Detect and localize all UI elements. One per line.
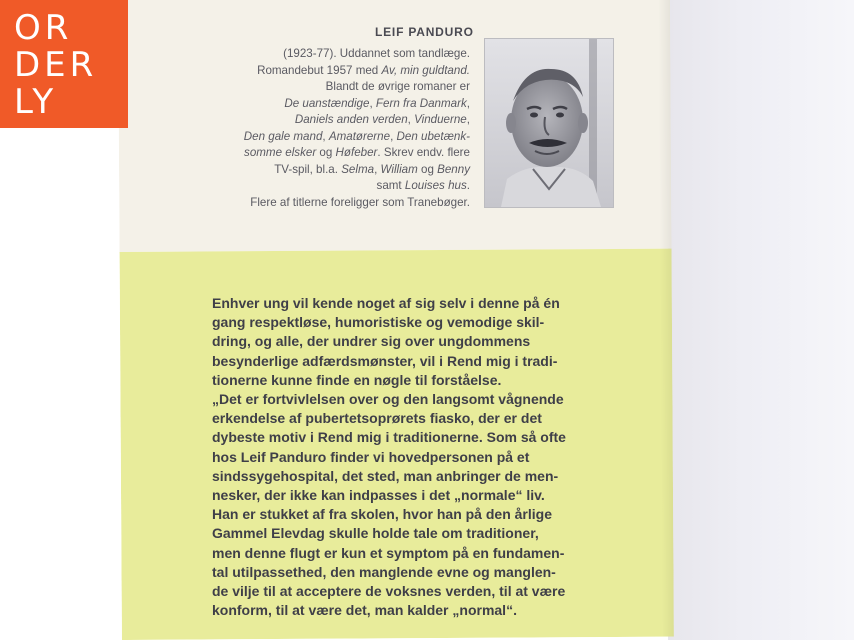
background-edge	[668, 0, 854, 640]
blurb-line: Han er stukket af fra skolen, hvor han på den årlige	[212, 506, 552, 523]
bio-line: (1923-77). Uddannet som tandlæge.	[283, 47, 470, 60]
blurb-line: tal utilpassethed, den manglende evne og manglen-	[212, 563, 556, 580]
blurb-line: gang respektløse, humoristiske og vemodige skil-	[212, 314, 545, 331]
blurb-line: „Det er fortvivlelsen over og den langsomt vågnende	[212, 391, 564, 408]
logo-line-2: DER	[14, 45, 98, 85]
logo-line-3: LY	[14, 82, 58, 122]
bio-line: somme elsker og Høfeber. Skrev endv. flere	[244, 146, 470, 159]
blurb-line: nesker, der ikke kan indpasses i det „normale“ liv.	[212, 487, 545, 504]
author-bio	[192, 46, 470, 211]
blurb-line: sindssygehospital, det sted, man anbringer de men-	[212, 467, 559, 484]
author-name: LEIF PANDURO	[375, 25, 474, 39]
blurb-line: besynderlige adfærdsmønster, vil i Rend mig i tradi-	[212, 352, 558, 369]
book-blurb	[212, 294, 638, 620]
blurb-line: men denne flugt er kun et symptom på en fundamen-	[212, 544, 565, 561]
blurb-line: tionerne kunne finde en nøgle til forståelse.	[212, 371, 502, 388]
bio-line: Flere af titlerne foreligger som Tranebøger.	[250, 195, 470, 209]
blurb-line: dybeste motiv i Rend mig i traditionerne. Som så ofte	[212, 429, 566, 446]
blurb-line: hos Leif Panduro finder vi hovedpersonen på et	[212, 448, 530, 465]
blurb-line: konform, til at være det, man kalder „normal“.	[212, 602, 517, 619]
author-photo	[484, 38, 614, 208]
bio-line: Den gale mand, Amatørerne, Den ubetænk-	[243, 129, 470, 143]
orderly-logo	[0, 0, 128, 128]
bio-line: samt Louises hus.	[376, 179, 470, 192]
bio-line: Blandt de øvrige romaner er	[325, 80, 470, 93]
bio-line: De uanstændige, Fern fra Danmark,	[284, 96, 470, 110]
blurb-line: dring, og alle, der undrer sig over ungdommens	[212, 333, 531, 350]
blurb-line: Gammel Elevdag skulle holde tale om traditioner,	[212, 525, 539, 542]
bio-line: Daniels anden verden, Vinduerne,	[294, 113, 470, 126]
bio-line: Romandebut 1957 med Av, min guldtand.	[257, 63, 470, 77]
bio-line: TV-spil, bl.a. Selma, William og Benny	[274, 162, 470, 176]
logo-line-1: OR	[14, 8, 73, 48]
blurb-line: de vilje til at acceptere de voksnes verden, til at være	[212, 583, 566, 600]
blurb-line: erkendelse af pubertetsoprørets fiasko, der er det	[212, 410, 542, 427]
blurb-line: Enhver ung vil kende noget af sig selv i denne på én	[212, 295, 560, 311]
portrait-illustration	[485, 39, 613, 207]
